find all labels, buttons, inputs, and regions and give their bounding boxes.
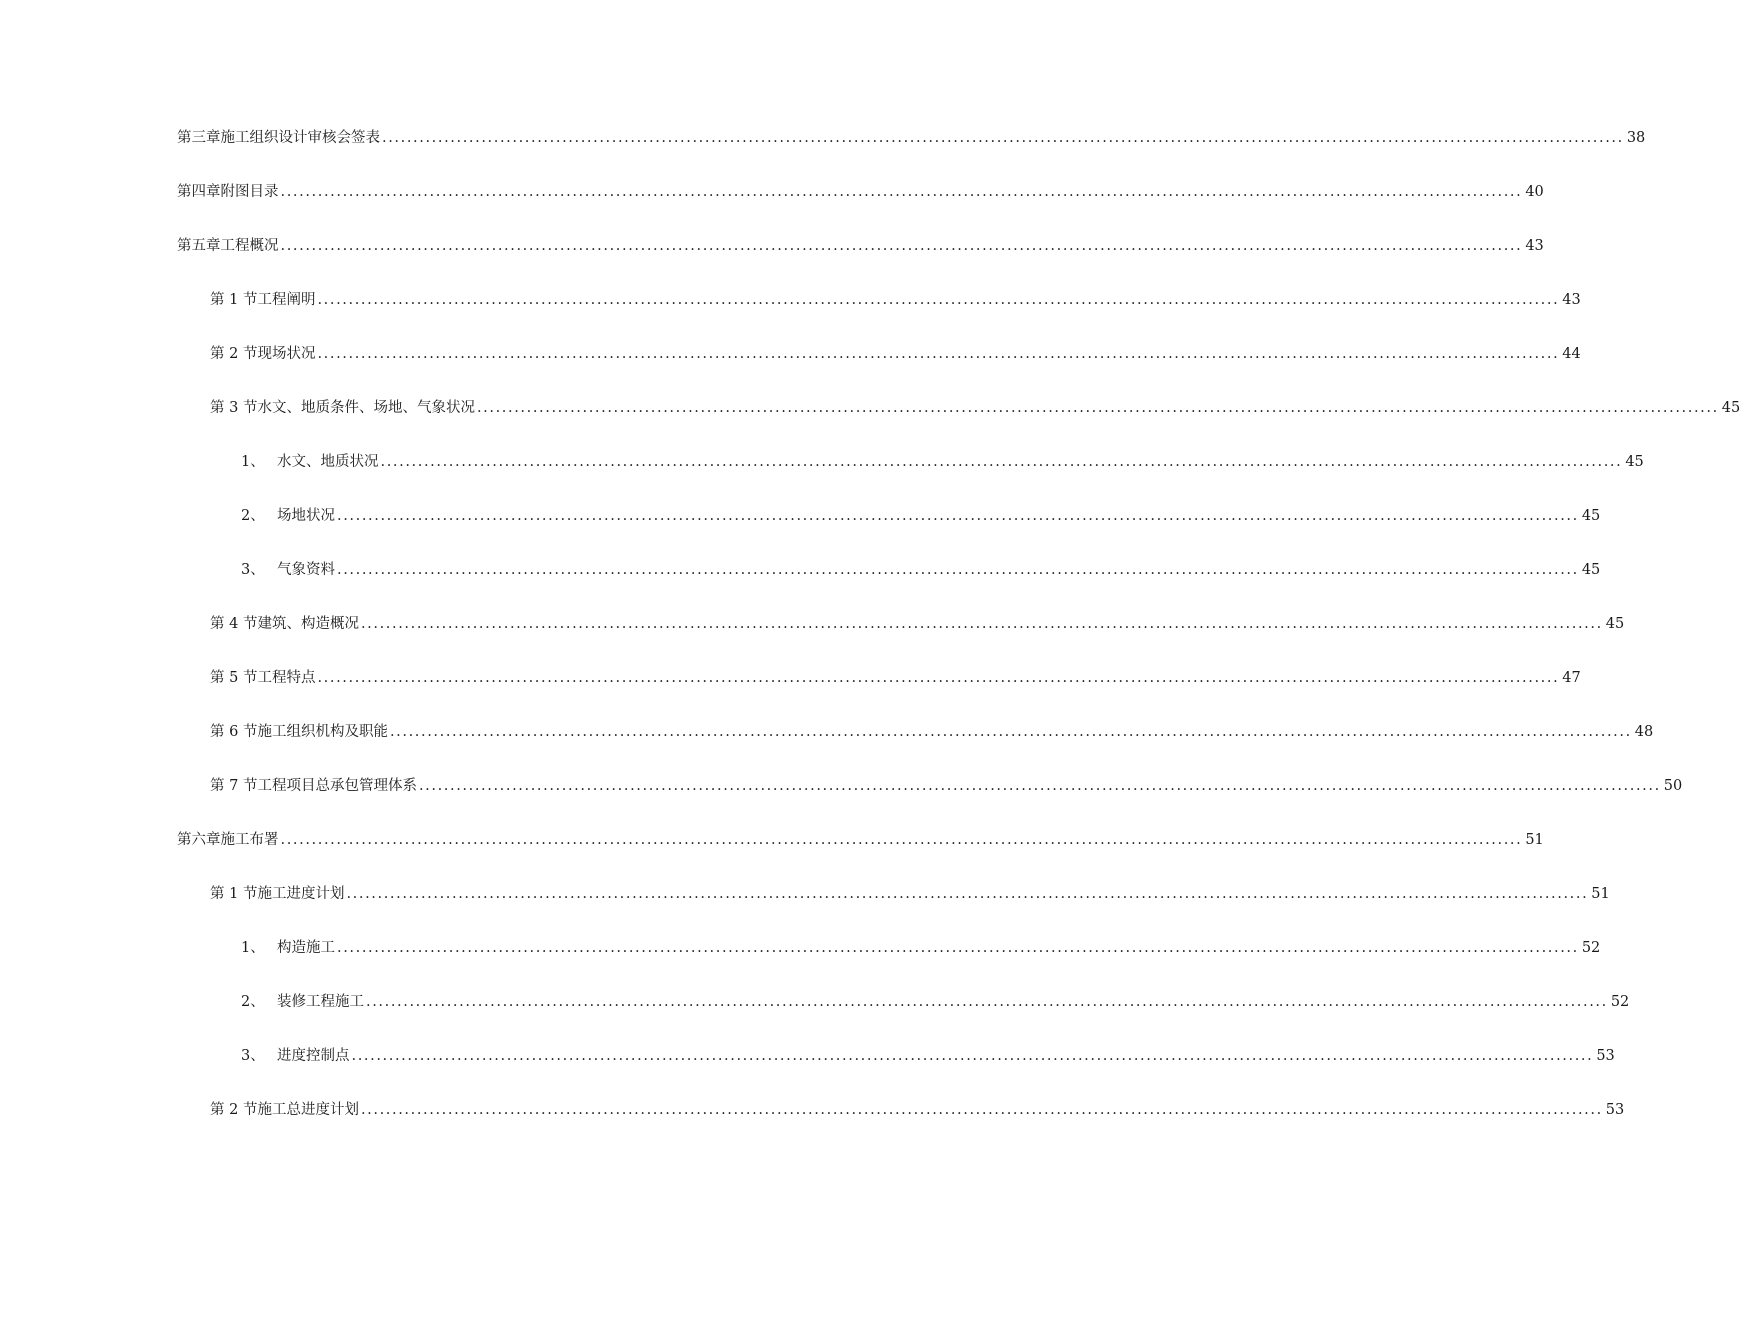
toc-entry-item[interactable] <box>241 991 1630 1013</box>
toc-entry-number: 第 1 节 <box>210 886 258 902</box>
toc-entry-title: 工程特点 <box>257 670 316 686</box>
toc-entry-page: 40 <box>1525 184 1544 200</box>
toc-entry-title: 场地状况 <box>277 508 335 524</box>
toc-entry-title: 施工总进度计划 <box>257 1102 359 1118</box>
toc-entry-title: 施工组织机构及职能 <box>257 724 388 740</box>
toc-entry-title: 工程项目总承包管理体系 <box>257 778 417 794</box>
toc-entry-page: 52 <box>1581 940 1601 956</box>
toc-entry-title: 工程阐明 <box>257 292 316 308</box>
toc-entry-title: 施工布署 <box>220 832 279 848</box>
toc-entry-number: 1、 <box>241 940 265 956</box>
toc-entry-page: 45 <box>1605 616 1625 632</box>
toc-entry-page: 51 <box>1591 886 1610 902</box>
toc-entry-title: 水文、地质条件、场地、气象状况 <box>257 400 475 416</box>
toc-entry-number: 2、 <box>241 508 265 524</box>
toc-entry-page: 43 <box>1562 292 1581 308</box>
toc-entry-page: 45 <box>1625 454 1644 470</box>
toc-entry-title: 装修工程施工 <box>277 994 364 1010</box>
toc-entry-title: 气象资料 <box>277 562 335 578</box>
toc-entry-number: 第 4 节 <box>210 616 258 632</box>
toc-entry-section[interactable] <box>210 883 1610 905</box>
dot-leader: ........................................................................................................................................................................................................ <box>382 130 1624 146</box>
toc-entry-item[interactable] <box>241 559 1601 581</box>
toc-entry-number: 第五章 <box>177 238 221 254</box>
toc-entry-title: 施工组织设计审核会签表 <box>220 130 380 146</box>
dot-leader: ........................................................................................................................................................................................................ <box>418 778 1661 794</box>
toc-entry-page: 48 <box>1634 724 1654 740</box>
toc-entry-page: 45 <box>1721 400 1740 416</box>
dot-leader: ........................................................................................................................................................................................................ <box>380 454 1623 470</box>
toc-entry-number: 第六章 <box>177 832 221 848</box>
toc-entry-page: 50 <box>1663 778 1683 794</box>
toc-entry-number: 第 6 节 <box>210 724 258 740</box>
dot-leader: ........................................................................................................................................................................................................ <box>360 1102 1603 1118</box>
toc-entry-title: 施工进度计划 <box>257 886 345 902</box>
toc-entry-title: 水文、地质状况 <box>277 454 379 470</box>
toc-entry-chapter-3[interactable] <box>177 127 1646 149</box>
dot-leader: ........................................................................................................................................................................................................ <box>476 400 1719 416</box>
dot-leader: ........................................................................................................................................................................................................ <box>337 562 1579 578</box>
toc-entry-chapter-5[interactable] <box>177 235 1544 257</box>
toc-entry-section[interactable] <box>210 775 1683 797</box>
dot-leader: ........................................................................................................................................................................................................ <box>337 508 1579 524</box>
toc-entry-section[interactable] <box>210 343 1581 365</box>
toc-entry-section[interactable] <box>210 667 1581 689</box>
toc-entry-number: 第三章 <box>177 130 221 146</box>
toc-entry-chapter-6[interactable] <box>177 829 1544 851</box>
toc-entry-page: 53 <box>1596 1048 1615 1064</box>
toc-entry-number: 2、 <box>241 994 265 1010</box>
toc-entry-number: 第四章 <box>177 184 221 200</box>
toc-entry-number: 3、 <box>241 1048 265 1064</box>
toc-entry-item[interactable] <box>241 1045 1615 1067</box>
toc-entry-section[interactable] <box>210 289 1581 311</box>
toc-entry-item[interactable] <box>241 505 1601 527</box>
dot-leader: ........................................................................................................................................................................................................ <box>337 940 1579 956</box>
toc-entry-page: 44 <box>1562 346 1581 362</box>
toc-entry-number: 第 5 节 <box>210 670 258 686</box>
toc-entry-number: 第 3 节 <box>210 400 258 416</box>
toc-entry-title: 附图目录 <box>220 184 279 200</box>
toc-entry-title: 现场状况 <box>257 346 316 362</box>
toc-entry-item[interactable] <box>241 451 1644 473</box>
toc-entry-section[interactable] <box>210 721 1654 743</box>
dot-leader: ........................................................................................................................................................................................................ <box>346 886 1589 902</box>
toc-entry-page: 45 <box>1581 508 1601 524</box>
toc-entry-page: 38 <box>1626 130 1646 146</box>
toc-entry-title: 构造施工 <box>277 940 335 956</box>
dot-leader: ........................................................................................................................................................................................................ <box>366 994 1608 1010</box>
toc-entry-number: 第 7 节 <box>210 778 258 794</box>
toc-entry-title: 建筑、构造概况 <box>257 616 359 632</box>
dot-leader: ........................................................................................................................................................................................................ <box>280 238 1523 254</box>
toc-entry-page: 43 <box>1525 238 1544 254</box>
toc-entry-number: 第 2 节 <box>210 346 258 362</box>
toc-entry-item[interactable] <box>241 937 1601 959</box>
dot-leader: ........................................................................................................................................................................................................ <box>351 1048 1594 1064</box>
dot-leader: ........................................................................................................................................................................................................ <box>360 616 1603 632</box>
toc-entry-page: 52 <box>1610 994 1630 1010</box>
toc-entry-page: 47 <box>1562 670 1581 686</box>
toc-entry-title: 进度控制点 <box>277 1048 350 1064</box>
toc-entry-page: 45 <box>1581 562 1601 578</box>
toc-entry-number: 3、 <box>241 562 265 578</box>
toc-entry-section[interactable] <box>210 397 1740 419</box>
dot-leader: ........................................................................................................................................................................................................ <box>317 670 1560 686</box>
toc-entry-section[interactable] <box>210 1099 1625 1121</box>
dot-leader: ........................................................................................................................................................................................................ <box>280 832 1523 848</box>
toc-entry-section[interactable] <box>210 613 1625 635</box>
toc-entry-number: 第 1 节 <box>210 292 258 308</box>
toc-entry-page: 53 <box>1605 1102 1625 1118</box>
toc-entry-number: 第 2 节 <box>210 1102 258 1118</box>
toc-entry-number: 1、 <box>241 454 265 470</box>
dot-leader: ........................................................................................................................................................................................................ <box>317 292 1560 308</box>
dot-leader: ........................................................................................................................................................................................................ <box>280 184 1523 200</box>
dot-leader: ........................................................................................................................................................................................................ <box>389 724 1632 740</box>
toc-entry-title: 工程概况 <box>220 238 279 254</box>
dot-leader: ........................................................................................................................................................................................................ <box>317 346 1560 362</box>
toc-entry-chapter-4[interactable] <box>177 181 1544 203</box>
toc-entry-page: 51 <box>1525 832 1544 848</box>
